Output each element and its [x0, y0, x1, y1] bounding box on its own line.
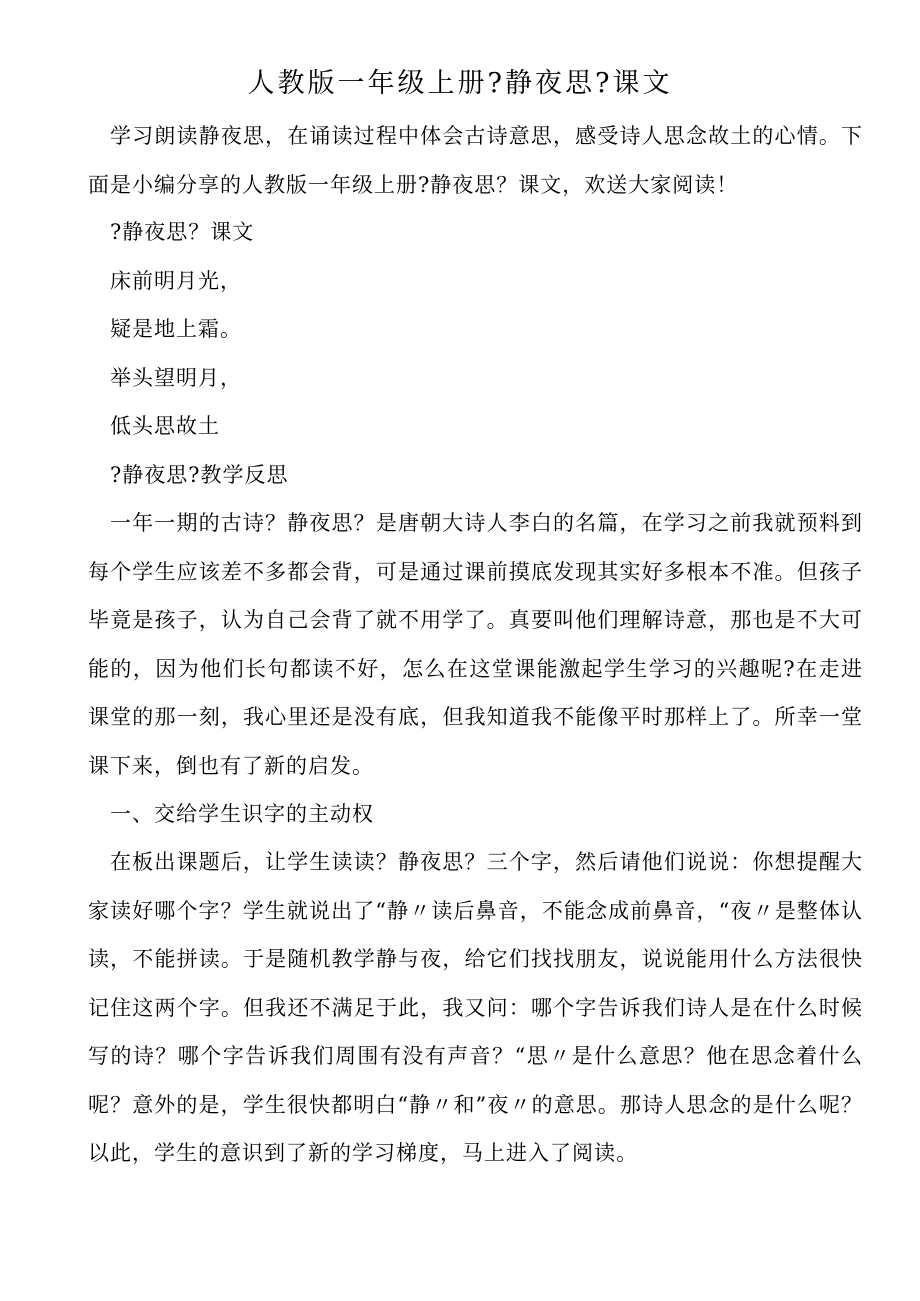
intro-paragraph: 学习朗读静夜思，在诵读过程中体会古诗意思，感受诗人思念故土的心情。下面是小编分享的人教版一年级上册?静夜思？课文，欢送大家阅读！: [88, 124, 863, 197]
poem-line-4: 低头思故土: [110, 414, 220, 438]
poem-line-1: 床前明月光，: [110, 269, 242, 293]
reflection-heading: ?静夜思?教学反思: [110, 463, 289, 487]
document-title: 人教版一年级上册?静夜思?课文: [247, 68, 673, 99]
poem-line-3: 举头望明月，: [110, 366, 242, 390]
poem-line-2: 疑是地上霜。: [110, 317, 242, 341]
text-heading: ?静夜思？课文: [110, 220, 255, 244]
section-one-paragraph: 在板出课题后，让学生读读？静夜思？三个字，然后请他们说说：你想提醒大家读好哪个字？学生就说出了“静〃读后鼻音，不能念成前鼻音，“夜〃是整体认读，不能拼读。于是随机教学静与夜，给它们找找朋友，说说能用什么方法很快记住这两个字。但我还不满足于此，我又问：哪个字告诉我们诗人是在什么时候写的诗？哪个字告诉我们周围有没有声音？“思〃是什么意思？他在思念着什么呢？意外的是，学生很快都明白“静〃和”夜〃的意思。那诗人思念的是什么呢？以此，学生的意识到了新的学习梯度，马上进入了阅读。: [88, 850, 863, 1165]
reflection-paragraph: 一年一期的古诗？静夜思？是唐朝大诗人李白的名篇，在学习之前我就预料到每个学生应该差不多都会背，可是通过课前摸底发现其实好多根本不准。但孩子毕竟是孩子，认为自己会背了就不用学了。真要叫他们理解诗意，那也是不大可能的，因为他们长句都读不好，怎么在这堂课能激起学生学习的兴趣呢?在走进课堂的那一刻，我心里还是没有底，但我知道我不能像平时那样上了。所幸一堂课下来，倒也有了新的启发。: [88, 511, 863, 778]
section-one-heading: 一、交给学生识字的主动权: [110, 802, 374, 826]
